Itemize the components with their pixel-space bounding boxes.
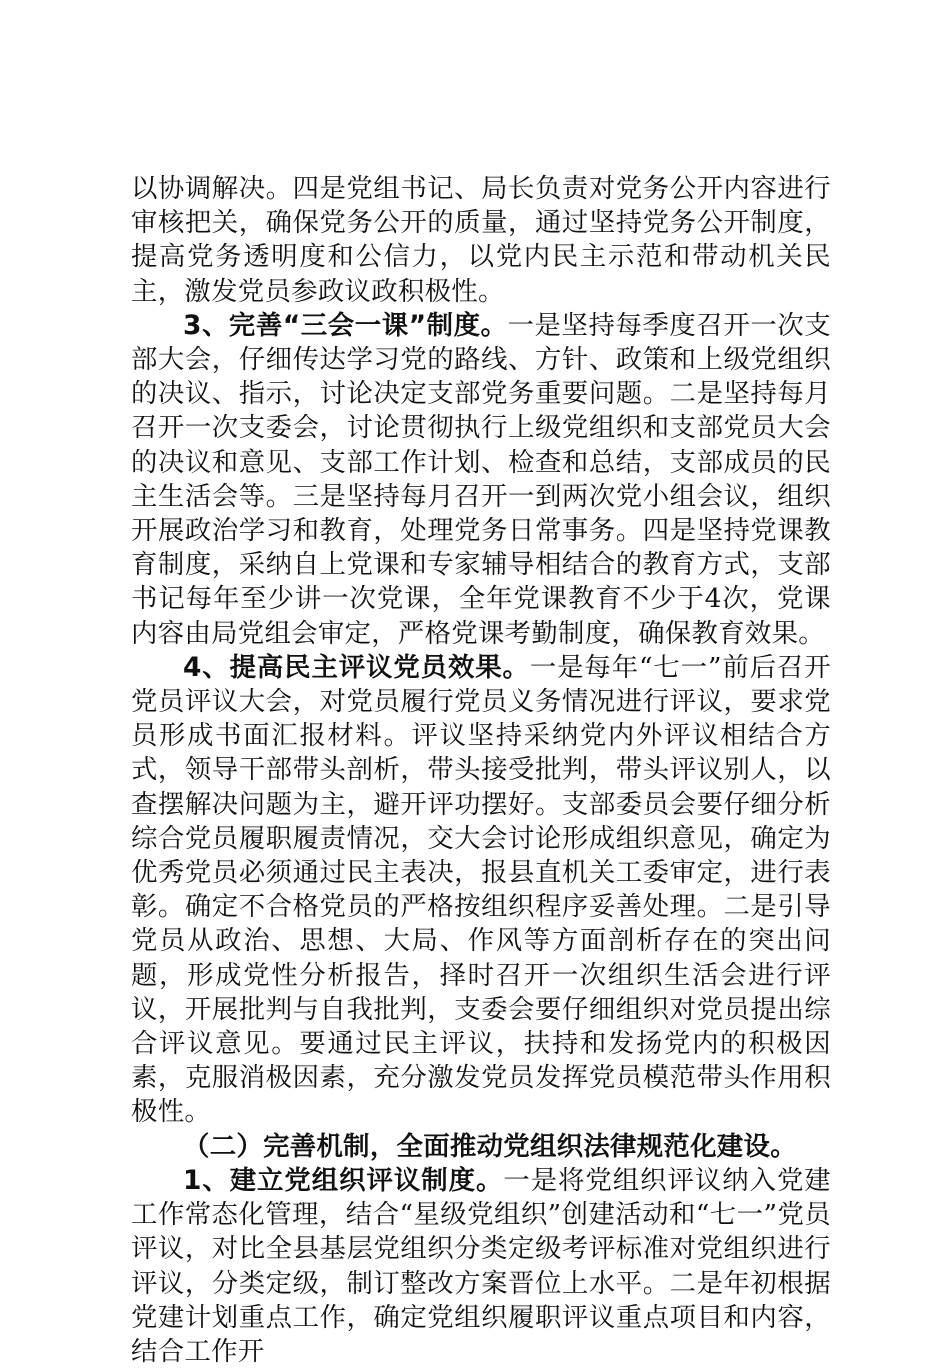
paragraph-lead-heading: 1、建立党组织评议制度。 [183, 1164, 504, 1196]
paragraph-three-meetings-one-lesson [131, 309, 831, 651]
section-heading: （二）完善机制，全面推动党组织法律规范化建设。 [183, 1130, 797, 1162]
paragraph-continuation [131, 172, 831, 309]
document-page [131, 172, 831, 1369]
paragraph-text: 以协调解决。四是党组书记、局长负责对党务公开内容进行审核把关，确保党务公开的质量，通过坚持党务公开制度，提高党务透明度和公信力，以党内民主示范和带动机关民主，激发党员参政议政积极性。 [131, 173, 831, 307]
paragraph-lead-heading: 3、完善“三会一课”制度。 [183, 309, 508, 341]
paragraph-lead-heading: 4、提高民主评议党员效果。 [183, 651, 530, 683]
paragraph-text: 一是将党组织评议纳入党建工作常态化管理，结合“星级党组织”创建活动和“七一”党员评议，对比全县基层党组织分类定级考评标准对党组织进行评议，分类定级，制订整改方案晋位上水平。二是年初根据党建计划重点工作，确定党组织履职评议重点项目和内容，结合工作开 [131, 1164, 831, 1367]
paragraph-text: 一是坚持每季度召开一次支部大会，仔细传达学习党的路线、方针、政策和上级党组织的决议、指示，讨论决定支部党务重要问题。二是坚持每月召开一次支委会，讨论贯彻执行上级党组织和支部党员大会的决议和意见、支部工作计划、检查和总结，支部成员的民主生活会等。三是坚持每月召开一到两次党小组会议，组织开展政治学习和教育，处理党务日常事务。四是坚持党课教育制度，采纳自上党课和专家辅导相结合的教育方式，支部书记每年至少讲一次党课，全年党课教育不少于4次，党课内容由局党组会审定，严格党课考勤制度，确保教育效果。 [131, 309, 832, 649]
paragraph-text: 一是每年“七一”前后召开党员评议大会，对党员履行党员义务情况进行评议，要求党员形成书面汇报材料。评议坚持采纳党内外评议相结合方式，领导干部带头剖析，带头接受批判，带头评议别人，以查摆解决问题为主，避开评功摆好。支部委员会要仔细分析综合党员履职履责情况，交大会讨论形成组织意见，确定为优秀党员必须通过民主表决，报县直机关工委审定，进行表彰。确定不合格党员的严格按组织程序妥善处理。二是引导党员从政治、思想、大局、作风等方面剖析存在的突出问题，形成党性分析报告，择时召开一次组织生活会进行评议，开展批判与自我批判，支委会要仔细组织对党员提出综合评议意见。要通过民主评议，扶持和发扬党内的积极因素，克服消极因素，充分激发党员发挥党员模范带头作用积极性。 [131, 651, 831, 1128]
paragraph-democratic-evaluation [131, 651, 831, 1130]
paragraph-party-organization-evaluation [131, 1164, 831, 1369]
